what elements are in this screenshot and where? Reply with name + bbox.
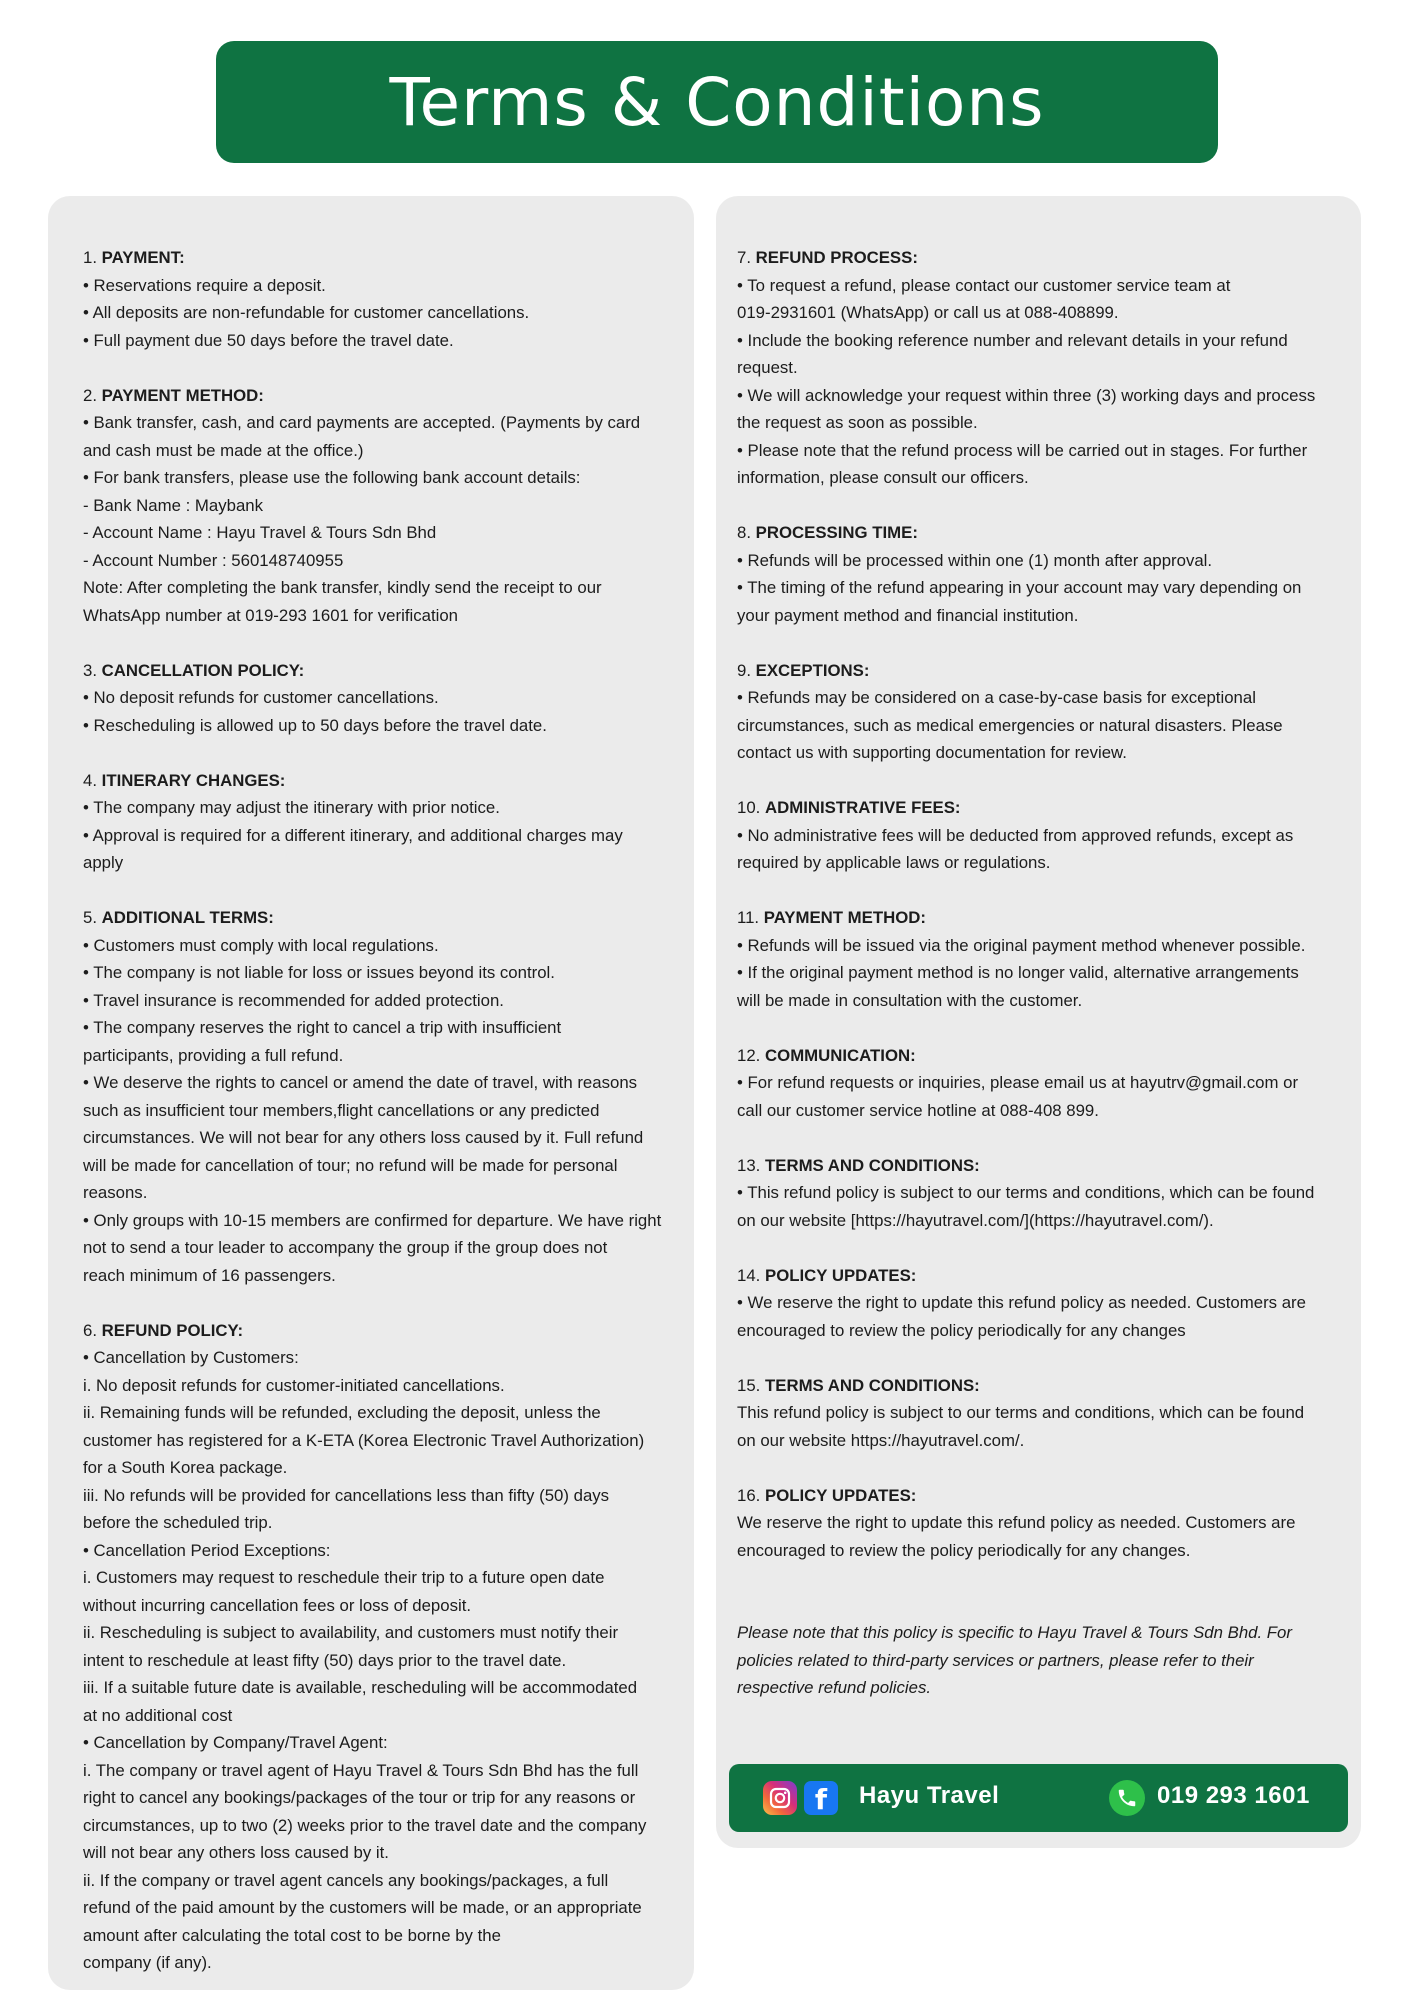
terms-section bbox=[83, 244, 688, 354]
section-line: contact us with supporting documentation for review. bbox=[737, 743, 1127, 762]
section-number: 14. bbox=[737, 1265, 761, 1285]
terms-section bbox=[737, 244, 1351, 492]
section-title: ADMINISTRATIVE FEES: bbox=[765, 798, 961, 817]
section-heading bbox=[737, 904, 1351, 932]
section-line: • To request a refund, please contact our customer service team at bbox=[737, 275, 1231, 295]
section-title: COMMUNICATION: bbox=[765, 1045, 916, 1065]
phone-number[interactable]: 019 293 1601 bbox=[1157, 1782, 1310, 1809]
section-line: • No deposit refunds for customer cancellations. bbox=[83, 688, 439, 707]
section-title: PAYMENT METHOD: bbox=[763, 908, 926, 927]
note-line: policies related to third-party services or partners, please refer to their bbox=[737, 1650, 1254, 1670]
section-line: apply bbox=[83, 853, 124, 872]
terms-section bbox=[737, 794, 1351, 877]
section-title: ADDITIONAL TERMS: bbox=[101, 908, 274, 927]
section-title: REFUND POLICY: bbox=[101, 1320, 244, 1340]
section-title: PAYMENT METHOD: bbox=[101, 385, 264, 405]
right-terms-panel bbox=[716, 196, 1361, 1848]
section-line: • Only groups with 10-15 members are confirmed for departure. We have right bbox=[83, 1210, 662, 1230]
section-line: i. The company or travel agent of Hayu Travel & Tours Sdn Bhd has the full bbox=[83, 1760, 639, 1780]
instagram-icon[interactable] bbox=[763, 1781, 797, 1815]
section-line: not to send a tour leader to accompany the group if the group does not bbox=[83, 1238, 608, 1257]
section-line: • Reservations require a deposit. bbox=[83, 275, 326, 295]
terms-section bbox=[737, 657, 1351, 767]
section-number: 1. bbox=[83, 248, 97, 267]
section-line: and cash must be made at the office.) bbox=[83, 440, 364, 460]
section-line: participants, providing a full refund. bbox=[83, 1045, 344, 1065]
section-number: 2. bbox=[83, 385, 97, 405]
section-line: - Bank Name : Maybank bbox=[83, 495, 264, 515]
section-line: • For bank transfers, please use the following bank account details: bbox=[83, 468, 581, 487]
terms-section bbox=[737, 1482, 1351, 1565]
terms-section bbox=[83, 1317, 688, 1977]
section-title: PAYMENT: bbox=[101, 248, 185, 267]
section-line: request. bbox=[737, 358, 798, 377]
section-title: ITINERARY CHANGES: bbox=[101, 770, 286, 790]
terms-section bbox=[83, 382, 688, 630]
terms-section bbox=[83, 657, 688, 740]
section-line: your payment method and financial institution. bbox=[737, 605, 1079, 625]
section-line: - Account Number : 560148740955 bbox=[83, 550, 344, 570]
section-line: • For refund requests or inquiries, please email us at hayutrv@gmail.com or bbox=[737, 1073, 1299, 1092]
section-line: call our customer service hotline at 088-408 899. bbox=[737, 1100, 1099, 1120]
left-column bbox=[83, 244, 688, 1977]
section-line: i. Customers may request to reschedule their trip to a future open date bbox=[83, 1568, 605, 1587]
right-column bbox=[737, 244, 1351, 1564]
section-line: encouraged to review the policy periodically for any changes. bbox=[737, 1540, 1191, 1560]
section-line: • The timing of the refund appearing in your account may vary depending on bbox=[737, 578, 1302, 597]
section-line: - Account Name : Hayu Travel & Tours Sdn Bhd bbox=[83, 523, 437, 542]
section-line: circumstances, up to two (2) weeks prior to the travel date and the company bbox=[83, 1815, 647, 1835]
section-line: iii. No refunds will be provided for cancellations less than fifty (50) days bbox=[83, 1485, 610, 1505]
section-line: • Refunds may be considered on a case-by-case basis for exceptional bbox=[737, 688, 1256, 707]
section-number: 11. bbox=[737, 908, 760, 927]
section-number: 5. bbox=[83, 908, 97, 927]
section-title: CANCELLATION POLICY: bbox=[101, 660, 305, 680]
section-heading bbox=[83, 1317, 688, 1345]
section-number: 9. bbox=[737, 660, 751, 680]
section-line: • Customers must comply with local regulations. bbox=[83, 935, 439, 955]
left-terms-panel bbox=[48, 196, 694, 1990]
section-number: 10. bbox=[737, 798, 761, 817]
section-line: at no additional cost bbox=[83, 1705, 233, 1725]
section-line: company (if any). bbox=[83, 1953, 212, 1972]
section-number: 16. bbox=[737, 1485, 761, 1505]
section-line: on our website [https://hayutravel.com/](https://hayutravel.com/). bbox=[737, 1210, 1214, 1230]
section-number: 3. bbox=[83, 660, 97, 680]
section-number: 8. bbox=[737, 523, 751, 542]
section-title: POLICY UPDATES: bbox=[765, 1265, 917, 1285]
note-line: Please note that this policy is specific to Hayu Travel & Tours Sdn Bhd. For bbox=[737, 1623, 1292, 1642]
section-heading bbox=[737, 794, 1351, 822]
section-line: customer has registered for a K-ETA (Korea Electronic Travel Authorization) bbox=[83, 1430, 645, 1450]
section-heading bbox=[737, 1152, 1351, 1180]
section-title: PROCESSING TIME: bbox=[755, 523, 918, 542]
section-line: • The company is not liable for loss or issues beyond its control. bbox=[83, 963, 555, 982]
section-heading bbox=[737, 1372, 1351, 1400]
contact-footer bbox=[729, 1764, 1348, 1832]
section-line: • Refunds will be processed within one (1) month after approval. bbox=[737, 550, 1213, 570]
terms-section bbox=[737, 1262, 1351, 1345]
policy-note bbox=[737, 1619, 1351, 1702]
section-line: • Bank transfer, cash, and card payments are accepted. (Payments by card bbox=[83, 413, 641, 432]
section-line: We reserve the right to update this refund policy as needed. Customers are bbox=[737, 1513, 1296, 1532]
section-heading bbox=[737, 244, 1351, 272]
section-line: • All deposits are non-refundable for customer cancellations. bbox=[83, 303, 530, 322]
section-number: 6. bbox=[83, 1320, 97, 1340]
section-line: • No administrative fees will be deducted from approved refunds, except as bbox=[737, 825, 1294, 845]
section-line: circumstances. We will not bear for any others loss caused by it. Full refund bbox=[83, 1128, 644, 1147]
section-number: 15. bbox=[737, 1375, 761, 1395]
section-heading bbox=[83, 657, 688, 685]
section-title: TERMS AND CONDITIONS: bbox=[765, 1155, 980, 1175]
section-line: ii. If the company or travel agent cancels any bookings/packages, a full bbox=[83, 1870, 609, 1890]
section-line: • We reserve the right to update this refund policy as needed. Customers are bbox=[737, 1293, 1306, 1312]
section-line: will not bear any others loss caused by it. bbox=[83, 1843, 389, 1862]
title-banner bbox=[216, 41, 1218, 163]
section-line: encouraged to review the policy periodically for any changes bbox=[737, 1320, 1186, 1340]
section-heading bbox=[737, 1262, 1351, 1290]
section-number: 12. bbox=[737, 1045, 761, 1065]
section-heading bbox=[737, 519, 1351, 547]
section-heading bbox=[83, 904, 688, 932]
section-line: refund of the paid amount by the customers will be made, or an appropriate bbox=[83, 1898, 642, 1917]
section-line: without incurring cancellation fees or loss of deposit. bbox=[83, 1595, 472, 1615]
section-line: right to cancel any bookings/packages of the tour or trip for any reasons or bbox=[83, 1788, 636, 1807]
section-title: EXCEPTIONS: bbox=[755, 660, 870, 680]
brand-name: Hayu Travel bbox=[859, 1782, 1000, 1809]
section-line: for a South Korea package. bbox=[83, 1458, 288, 1477]
section-line: i. No deposit refunds for customer-initiated cancellations. bbox=[83, 1375, 505, 1395]
section-line: • If the original payment method is no longer valid, alternative arrangements bbox=[737, 963, 1299, 982]
section-title: POLICY UPDATES: bbox=[765, 1485, 917, 1505]
section-line: will be made in consultation with the customer. bbox=[737, 990, 1083, 1010]
section-line: WhatsApp number at 019-293 1601 for verification bbox=[83, 605, 458, 625]
section-heading bbox=[737, 1482, 1351, 1510]
section-number: 4. bbox=[83, 770, 97, 790]
section-line: ii. Rescheduling is subject to availability, and customers must notify their bbox=[83, 1623, 619, 1642]
section-line: • Refunds will be issued via the original payment method whenever possible. bbox=[737, 935, 1306, 955]
terms-section bbox=[737, 1042, 1351, 1125]
section-line: ii. Remaining funds will be refunded, excluding the deposit, unless the bbox=[83, 1403, 601, 1422]
section-line: • Include the booking reference number and relevant details in your refund bbox=[737, 330, 1288, 350]
section-line: This refund policy is subject to our terms and conditions, which can be found bbox=[737, 1403, 1305, 1422]
section-line: • Full payment due 50 days before the travel date. bbox=[83, 330, 454, 350]
terms-section bbox=[737, 519, 1351, 629]
facebook-icon[interactable]: f bbox=[804, 1781, 838, 1815]
section-line: • The company reserves the right to cancel a trip with insufficient bbox=[83, 1018, 562, 1037]
section-line: • Please note that the refund process will be carried out in stages. For further bbox=[737, 440, 1308, 460]
section-heading bbox=[83, 244, 688, 272]
section-line: • We will acknowledge your request within three (3) working days and process bbox=[737, 385, 1316, 405]
section-title: REFUND PROCESS: bbox=[755, 248, 918, 267]
section-line: intent to reschedule at least fifty (50) days prior to the travel date. bbox=[83, 1650, 567, 1670]
section-line: reach minimum of 16 passengers. bbox=[83, 1265, 336, 1285]
section-line: the request as soon as possible. bbox=[737, 413, 978, 432]
whatsapp-icon[interactable] bbox=[1109, 1780, 1145, 1816]
page-title: Terms & Conditions bbox=[389, 63, 1045, 141]
section-line: circumstances, such as medical emergencies or natural disasters. Please bbox=[737, 715, 1283, 735]
section-line: before the scheduled trip. bbox=[83, 1513, 273, 1532]
section-line: reasons. bbox=[83, 1183, 148, 1202]
terms-section bbox=[737, 904, 1351, 1014]
section-line: • Approval is required for a different itinerary, and additional charges may bbox=[83, 825, 623, 845]
terms-section bbox=[737, 1152, 1351, 1235]
section-line: amount after calculating the total cost to be borne by the bbox=[83, 1925, 501, 1945]
section-line: Note: After completing the bank transfer, kindly send the receipt to our bbox=[83, 578, 602, 597]
terms-section bbox=[83, 904, 688, 1289]
section-line: • Cancellation by Customers: bbox=[83, 1348, 299, 1367]
section-line: • Cancellation by Company/Travel Agent: bbox=[83, 1733, 388, 1752]
section-line: iii. If a suitable future date is available, rescheduling will be accommodated bbox=[83, 1678, 638, 1697]
section-heading bbox=[83, 767, 688, 795]
section-line: • Travel insurance is recommended for added protection. bbox=[83, 990, 504, 1010]
section-line: • This refund policy is subject to our terms and conditions, which can be found bbox=[737, 1183, 1315, 1202]
section-line: • We deserve the rights to cancel or amend the date of travel, with reasons bbox=[83, 1073, 638, 1092]
section-line: required by applicable laws or regulations. bbox=[737, 853, 1051, 872]
section-line: information, please consult our officers. bbox=[737, 468, 1029, 487]
section-line: • The company may adjust the itinerary with prior notice. bbox=[83, 798, 500, 817]
section-line: 019-2931601 (WhatsApp) or call us at 088-408899. bbox=[737, 303, 1119, 322]
terms-section bbox=[83, 767, 688, 877]
section-heading bbox=[737, 657, 1351, 685]
section-number: 7. bbox=[737, 248, 751, 267]
note-line: respective refund policies. bbox=[737, 1678, 932, 1697]
section-line: on our website https://hayutravel.com/. bbox=[737, 1430, 1025, 1450]
section-title: TERMS AND CONDITIONS: bbox=[765, 1375, 980, 1395]
section-heading bbox=[737, 1042, 1351, 1070]
section-line: • Cancellation Period Exceptions: bbox=[83, 1540, 331, 1560]
section-heading bbox=[83, 382, 688, 410]
section-line: will be made for cancellation of tour; no refund will be made for personal bbox=[83, 1155, 618, 1175]
section-line: such as insufficient tour members,flight cancellations or any predicted bbox=[83, 1100, 600, 1120]
section-number: 13. bbox=[737, 1155, 761, 1175]
section-line: • Rescheduling is allowed up to 50 days before the travel date. bbox=[83, 715, 547, 735]
terms-section bbox=[737, 1372, 1351, 1455]
